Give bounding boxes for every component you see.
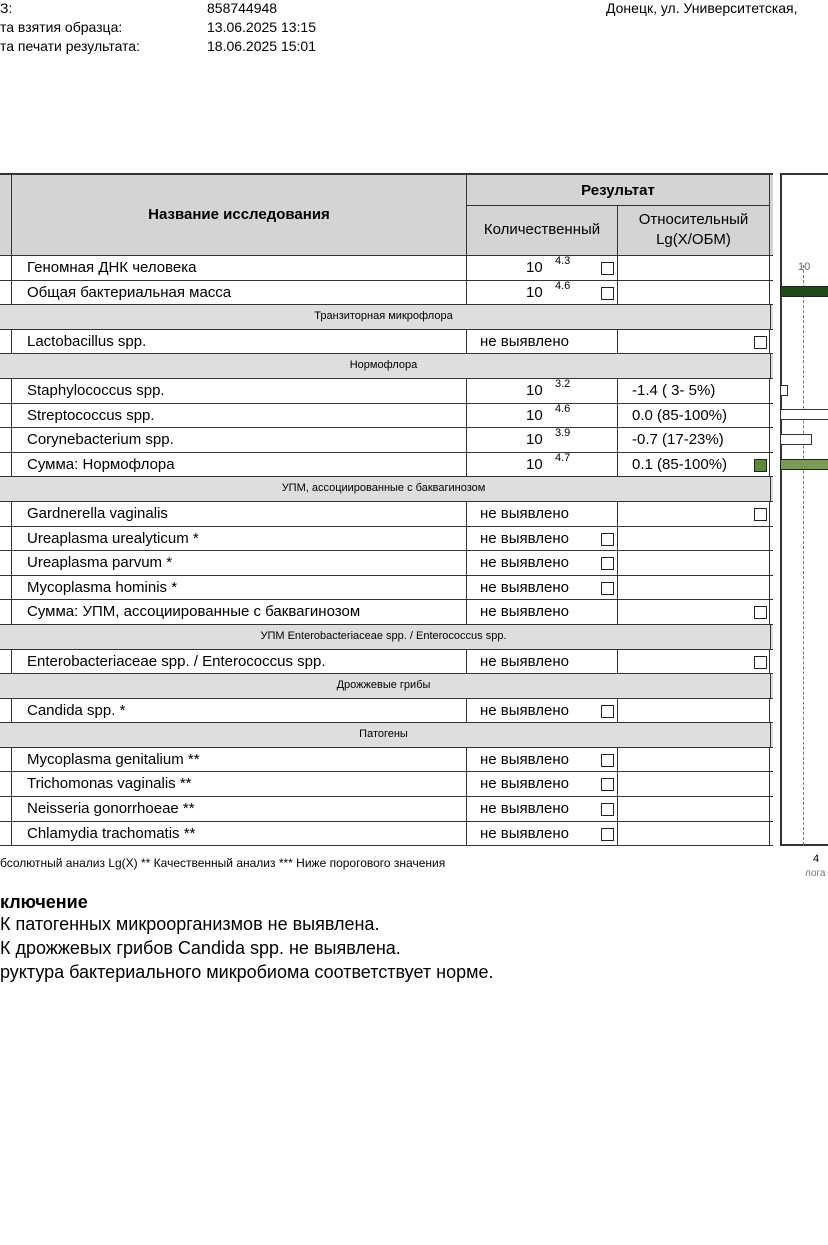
qualitative-result: не выявлено — [480, 603, 570, 621]
conclusion-line-3: руктура бактериального микробиома соответствует норме. — [0, 962, 494, 982]
result-checkbox[interactable] — [601, 705, 614, 718]
relative-result — [617, 600, 769, 624]
relative-result — [617, 699, 769, 723]
test-name: Сумма: Нормофлора — [11, 453, 466, 477]
qualitative-result: не выявлено — [480, 824, 570, 842]
section-row — [0, 674, 773, 699]
lab-address: Донецк, ул. Университетская, — [606, 0, 798, 16]
row-index-cell — [0, 748, 11, 772]
relative-result — [617, 453, 769, 477]
row-index-cell — [0, 428, 11, 452]
status-checkbox[interactable] — [754, 336, 767, 349]
graph-bar — [780, 434, 812, 445]
row-end-border — [769, 379, 770, 403]
row-end-border — [770, 354, 771, 378]
section-label: УПМ Enterobacteriaceae spp. / Enterococcus spp. — [260, 629, 507, 642]
quantitative-result — [466, 600, 617, 624]
qualitative-result: не выявлено — [480, 775, 570, 793]
row-end-border — [769, 748, 770, 772]
section-row — [0, 477, 773, 502]
section-label: Транзиторная микрофлора — [314, 310, 453, 323]
row-index-cell — [0, 502, 11, 526]
graph-bar — [780, 385, 788, 396]
test-name: Gardnerella vaginalis — [11, 502, 466, 526]
row-end-border — [769, 699, 770, 723]
quant-base: 10 — [526, 283, 543, 301]
row-index-cell — [0, 551, 11, 575]
info-label-patient-id: З: — [0, 0, 13, 16]
section-row — [0, 354, 773, 379]
test-name: Enterobacteriaceae spp. / Enterococcus spp. — [11, 650, 466, 674]
qualitative-result: не выявлено — [480, 504, 570, 522]
qualitative-result: не выявлено — [480, 529, 570, 547]
row-end-border — [769, 428, 770, 452]
row-index-cell — [0, 822, 11, 846]
test-name: Chlamydia trachomatis ** — [11, 822, 466, 846]
qualitative-result: не выявлено — [480, 554, 570, 572]
graph-bar — [780, 459, 828, 470]
relative-result — [617, 797, 769, 821]
header-test-name: Название исследования — [11, 175, 466, 255]
qualitative-result: не выявлено — [480, 750, 570, 768]
quantitative-result — [466, 822, 617, 846]
relative-result — [617, 281, 769, 305]
test-name: Staphylococcus spp. — [11, 379, 466, 403]
row-index-cell — [0, 256, 11, 280]
section-row — [0, 305, 773, 330]
graph-panel — [780, 173, 828, 846]
relative-result — [617, 428, 769, 452]
quantitative-result — [466, 453, 617, 477]
row-end-border — [769, 772, 770, 796]
header-relative — [617, 206, 769, 255]
quantitative-result — [466, 404, 617, 428]
table-row — [0, 822, 773, 847]
relative-value: -1.4 ( 3- 5%) — [632, 381, 716, 399]
status-checkbox[interactable] — [754, 606, 767, 619]
conclusion-line-1: К патогенных микроорганизмов не выявлена. — [0, 914, 380, 934]
table-row — [0, 404, 773, 429]
row-end-border — [770, 305, 771, 329]
quant-base: 10 — [526, 431, 543, 449]
quantitative-result — [466, 797, 617, 821]
row-end-border — [769, 797, 770, 821]
relative-result — [617, 576, 769, 600]
row-index-cell — [0, 576, 11, 600]
quantitative-result — [466, 527, 617, 551]
relative-result — [617, 502, 769, 526]
table-row — [0, 428, 773, 453]
quantitative-result — [466, 330, 617, 354]
table-row — [0, 650, 773, 675]
row-index-cell — [0, 281, 11, 305]
table-row — [0, 527, 773, 552]
table-row — [0, 551, 773, 576]
quantitative-result — [466, 699, 617, 723]
test-name: Trichomonas vaginalis ** — [11, 772, 466, 796]
row-end-border — [769, 330, 770, 354]
row-end-border — [769, 576, 770, 600]
row-index-cell — [0, 600, 11, 624]
row-index-cell — [0, 797, 11, 821]
relative-result — [617, 379, 769, 403]
results-table — [0, 173, 773, 846]
relative-result — [617, 527, 769, 551]
row-end-border — [770, 625, 771, 649]
quant-base: 10 — [526, 455, 543, 473]
footnote: бсолютный анализ Lg(X) ** Качественный анализ *** Ниже порогового значения — [0, 856, 446, 870]
row-end-border — [770, 674, 771, 698]
row-end-border — [769, 650, 770, 674]
info-label-sample-date: та взятия образца: — [0, 19, 123, 35]
info-value-patient-id: 858744948 — [207, 0, 278, 16]
row-end-border — [769, 527, 770, 551]
result-checkbox[interactable] — [601, 262, 614, 275]
qualitative-result: не выявлено — [480, 701, 570, 719]
graph-axis-label: лога — [805, 868, 826, 879]
row-end-border — [769, 453, 770, 477]
test-name: Neisseria gonorrhoeae ** — [11, 797, 466, 821]
header-result: Результат — [466, 175, 769, 206]
test-name: Corynebacterium spp. — [11, 428, 466, 452]
row-index-cell — [0, 527, 11, 551]
test-name: Candida spp. * — [11, 699, 466, 723]
result-checkbox[interactable] — [601, 754, 614, 767]
table-row — [0, 453, 773, 478]
header-relative-line1: Относительный — [638, 211, 749, 228]
result-checkbox[interactable] — [601, 828, 614, 841]
row-end-border — [769, 256, 770, 280]
row-end-border — [769, 281, 770, 305]
graph-bar — [780, 409, 828, 420]
row-end-border — [769, 551, 770, 575]
qualitative-result: не выявлено — [480, 800, 570, 818]
info-value-sample-date: 13.06.2025 13:15 — [207, 19, 316, 35]
row-index-cell — [0, 330, 11, 354]
quantitative-result — [466, 256, 617, 280]
table-row — [0, 379, 773, 404]
conclusion-line-2: К дрожжевых грибов Candida spp. не выявлена. — [0, 938, 401, 958]
row-index-cell — [0, 772, 11, 796]
table-row — [0, 576, 773, 601]
graph-reference-line — [803, 265, 804, 845]
quantitative-result — [466, 576, 617, 600]
table-header — [0, 175, 773, 256]
table-row — [0, 797, 773, 822]
result-checkbox[interactable] — [601, 582, 614, 595]
row-index-cell — [0, 699, 11, 723]
quant-exponent: 3.2 — [555, 377, 571, 390]
section-row — [0, 625, 773, 650]
relative-value: 0.1 (85-100%) — [632, 455, 728, 473]
quantitative-result — [466, 748, 617, 772]
quantitative-result — [466, 379, 617, 403]
relative-result — [617, 330, 769, 354]
relative-value: 0.0 (85-100%) — [632, 406, 728, 424]
row-end-border — [769, 822, 770, 846]
section-label: Патогены — [359, 728, 408, 741]
quantitative-result — [466, 650, 617, 674]
result-checkbox[interactable] — [601, 803, 614, 816]
test-name: Mycoplasma hominis * — [11, 576, 466, 600]
test-name: Lactobacillus spp. — [11, 330, 466, 354]
test-name: Streptococcus spp. — [11, 404, 466, 428]
row-index-cell — [0, 650, 11, 674]
row-end-border — [769, 404, 770, 428]
row-index-cell — [0, 404, 11, 428]
table-row — [0, 699, 773, 724]
relative-result — [617, 551, 769, 575]
section-label: Нормофлора — [349, 359, 418, 372]
quant-exponent: 4.6 — [555, 402, 571, 415]
row-end-border — [769, 502, 770, 526]
qualitative-result: не выявлено — [480, 332, 570, 350]
section-row — [0, 723, 773, 748]
quant-base: 10 — [526, 381, 543, 399]
relative-result — [617, 748, 769, 772]
graph-top-tick-label: 10 — [798, 261, 811, 273]
quant-exponent: 4.7 — [555, 451, 571, 464]
quant-exponent: 4.6 — [555, 279, 571, 292]
section-label: УПМ, ассоциированные с баквагинозом — [281, 482, 486, 495]
quant-base: 10 — [526, 406, 543, 424]
test-name: Сумма: УПМ, ассоциированные с баквагинозом — [11, 600, 466, 624]
status-checkbox[interactable] — [754, 508, 767, 521]
table-row — [0, 600, 773, 625]
table-row — [0, 772, 773, 797]
header-quantitative: Количественный — [466, 206, 617, 255]
quantitative-result — [466, 428, 617, 452]
test-name: Mycoplasma genitalium ** — [11, 748, 466, 772]
quantitative-result — [466, 772, 617, 796]
quantitative-result — [466, 281, 617, 305]
row-end-border — [770, 477, 771, 501]
result-checkbox[interactable] — [601, 557, 614, 570]
header-relative-line2: Lg(X/ОБМ) — [656, 231, 731, 248]
table-row — [0, 748, 773, 773]
row-end-border — [769, 600, 770, 624]
relative-result — [617, 404, 769, 428]
qualitative-result: не выявлено — [480, 578, 570, 596]
quant-exponent: 3.9 — [555, 427, 571, 440]
result-checkbox[interactable] — [601, 287, 614, 300]
graph-bottom-tick-label: 4 — [813, 853, 820, 865]
conclusion-title: ключение — [0, 892, 88, 912]
result-checkbox[interactable] — [601, 533, 614, 546]
relative-value: -0.7 (17-23%) — [632, 431, 724, 449]
quantitative-result — [466, 551, 617, 575]
info-value-print-date: 18.06.2025 15:01 — [207, 38, 316, 54]
table-row — [0, 502, 773, 527]
relative-result — [617, 256, 769, 280]
status-checkbox[interactable] — [754, 656, 767, 669]
row-index-cell — [0, 453, 11, 477]
relative-result — [617, 772, 769, 796]
qualitative-result: не выявлено — [480, 652, 570, 670]
test-name: Ureaplasma parvum * — [11, 551, 466, 575]
section-label: Дрожжевые грибы — [336, 679, 431, 692]
row-index-cell — [0, 379, 11, 403]
result-checkbox[interactable] — [601, 778, 614, 791]
quant-base: 10 — [526, 259, 543, 276]
table-row — [0, 330, 773, 355]
header-end-border — [769, 175, 770, 255]
graph-bar — [780, 286, 828, 297]
quant-exponent: 4.3 — [555, 255, 571, 267]
info-label-print-date: та печати результата: — [0, 38, 140, 54]
test-name: Общая бактериальная масса — [11, 281, 466, 305]
table-row — [0, 281, 773, 306]
row-end-border — [770, 723, 771, 747]
table-row — [0, 256, 773, 281]
status-checkbox-filled[interactable] — [754, 459, 767, 472]
relative-result — [617, 822, 769, 846]
test-name: Геномная ДНК человека — [11, 256, 466, 280]
table-body — [0, 256, 773, 846]
header-index-cell — [0, 175, 11, 255]
relative-result — [617, 650, 769, 674]
test-name: Ureaplasma urealyticum * — [11, 527, 466, 551]
quantitative-result — [466, 502, 617, 526]
